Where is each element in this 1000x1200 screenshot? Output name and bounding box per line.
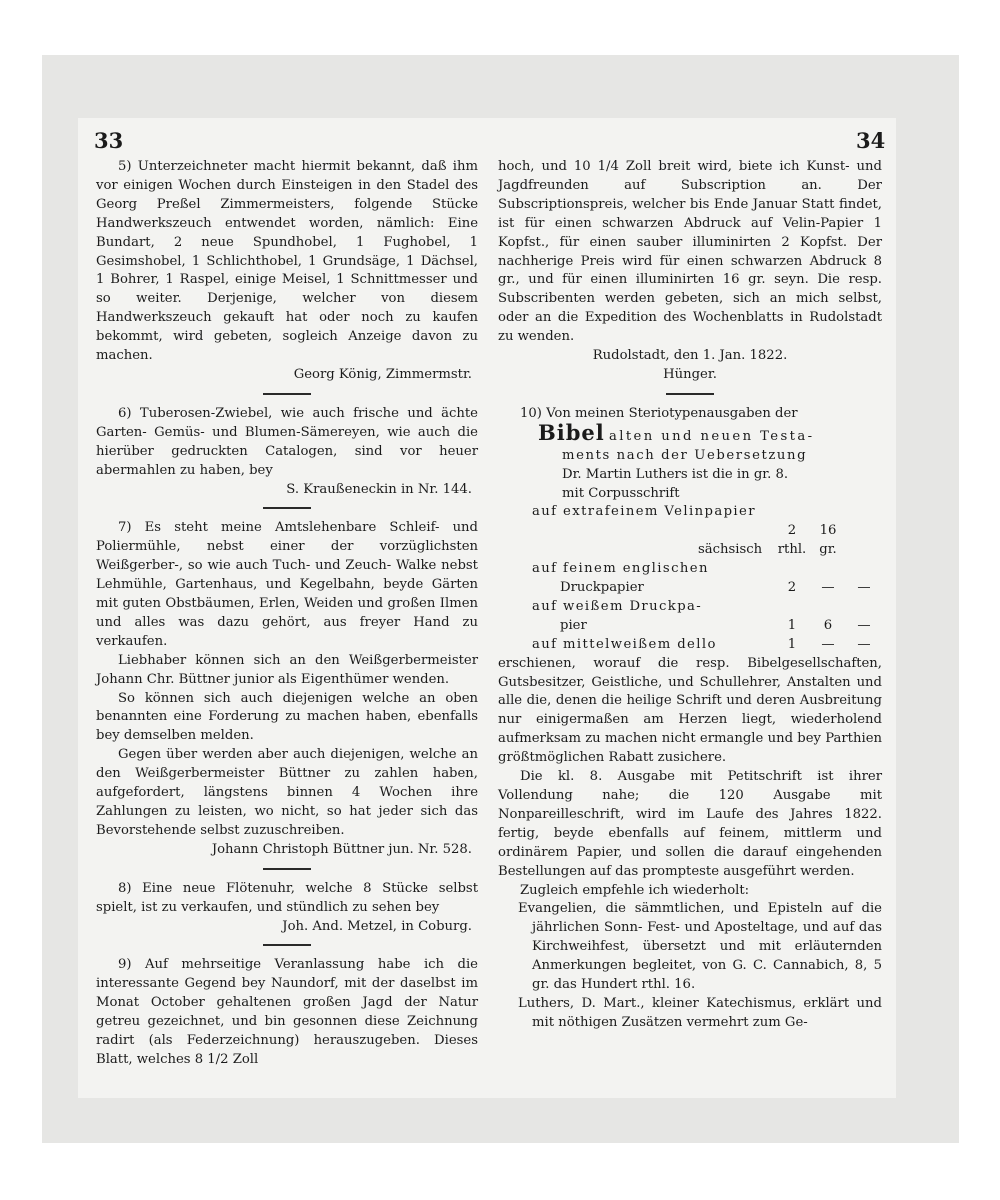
notice-10-paragraph-2: Die kl. 8. Ausgabe mit Petitschrift ist ihrer Vollendung nahe; die 120 Ausgabe mit Nonpareilleschrift, wird im Laufe des Jahres 1822. fertig, beyde ebenfalls auf feinem, mittlerm und ordinärem Papier, und sollen die darauf eingehenden Bestellungen auf das prompteste ausgeführt werden.: [498, 769, 882, 879]
price-pf: —: [857, 617, 871, 633]
price-label: auf weißem Druckpa-: [532, 598, 703, 614]
price-label: auf extrafeinem Velinpapier: [532, 504, 756, 520]
bible-title: Bibel: [538, 419, 605, 445]
separator-rule: [263, 393, 311, 395]
price-row: [498, 522, 882, 560]
separator-rule: [666, 393, 714, 395]
bible-edition: Dr. Martin Luthers ist die in gr. 8.: [562, 466, 789, 482]
notice-10-paragraph-3: Zugleich empfehle ich wiederholt:: [520, 882, 750, 898]
notice-5-signature: Georg König, Zimmermstr.: [293, 366, 472, 382]
notice-10-heading: 10) Von meinen Steriotypenausgaben der: [520, 405, 798, 421]
price-sub: Druckpapier: [560, 580, 644, 596]
price-gr: 6: [823, 617, 833, 633]
dateline: Rudolstadt, den 1. Jan. 1822.: [592, 348, 788, 364]
notice-6-signature: S. Kraußeneckin in Nr. 144.: [286, 481, 472, 497]
notice-7-signature: Johann Christoph Büttner jun. Nr. 528.: [211, 841, 472, 857]
notice-5-text: 5) Unterzeichneter macht hiermit bekannt, daß ihm vor einigen Wochen durch Einsteigen in den Stadel des Georg Preßel Zimmermeisters, folgende Stücke Handwerkszeuch entwendet worden, nämlich: Eine Bundart, 2 neue Spundhobel, 1 Fughobel, 1 Gesimshobel, 1 Schlichthobel, 1 Grundsäge, 1 Dächsel, 1 Bohrer, 1 Raspel, einige Meisel, 1 Schnittmesser und so weiter. Derjenige, welcher von diesem Handwerkszeuch gekauft hat oder noch zu kaufen bekommt, wird gebeten, sogleich Anzeige davon zu machen.: [96, 159, 478, 364]
notice-7-paragraph-3: So können sich auch diejenigen welche an oben benannten eine Forderung zu machen haben, ebenfalls bey demselben melden.: [96, 690, 478, 744]
separator-rule: [263, 868, 311, 870]
price-row: [498, 579, 882, 598]
notice-9-continuation: hoch, und 10 1/4 Zoll breit wird, biete ich Kunst- und Jagdfreunden auf Subscription an. Der Subscriptionspreis, welcher bis Ende Januar Statt findet, ist für einen schwarzen Abdruck auf Velin-Papier 1 Kopfst., für einen sauber illuminirten 2 Kopfst. Der nachherige Preis wird für einen schwarzen Abdruck 8 gr., und für einen illuminirten 16 gr. seyn. Die resp. Subscribenten werden gebeten, sich an mich selbst, oder an die Expedition des Wochenblatts in Rudolstadt zu wenden.: [498, 159, 882, 345]
page-number-right: 34: [856, 128, 886, 153]
price-row: [498, 560, 882, 579]
bible-type: mit Corpusschrift: [562, 485, 680, 501]
price-row: [498, 598, 882, 617]
price-rthl: 2: [787, 580, 797, 596]
notice-9-signature: Hünger.: [663, 366, 717, 382]
bible-title-rest: alten und neuen Testa-: [608, 428, 815, 444]
notice-10-paragraph-1: erschienen, worauf die resp. Bibelgesellschaften, Gutsbesitzer, Geistliche, und Schullehrer, Anstalten und alle die, denen die heilige Schrift und deren Ausbreitung nur einigermaßen am Herzen liegt, wiederholend aufmerksam zu machen nicht ermangle und bey Parthien größtmöglichen Rabatt zusichere.: [498, 655, 882, 766]
price-gr: 16 gr.: [819, 523, 837, 558]
price-table: [498, 503, 882, 654]
price-row: [498, 503, 882, 522]
price-rthl: 1: [787, 636, 797, 652]
price-rthl: 1: [787, 617, 797, 633]
separator-rule: [263, 507, 311, 509]
notice-7-paragraph-2: Liebhaber können sich an den Weißgerbermeister Johann Chr. Büttner junior als Eigenthümer wenden.: [96, 652, 478, 687]
price-sub: pier: [560, 617, 587, 633]
price-row: [498, 617, 882, 636]
price-label: auf feinem englischen: [532, 561, 709, 577]
left-column: [96, 158, 478, 1070]
bible-title-line: [498, 419, 882, 447]
price-rthl: 2 rthl.: [777, 523, 807, 558]
price-pf: —: [857, 636, 871, 652]
right-column: [498, 158, 882, 1033]
notice-7-text: 7) Es steht meine Amtslehenbare Schleif- und Poliermühle, nebst einer der vorzüglichsten Weißgerber-, so wie auch Tuch- und Zeuch- Walke nebst Lehmühle, Gartenhaus, und Kegelbahn, beyde Gärten mit guten Obstbäumen, Erlen, Weiden und großen Ilmen und alles was dazu gehört, aus freyer Hand zu verkaufen.: [96, 520, 478, 649]
notice-8-text: 8) Eine neue Flötenuhr, welche 8 Stücke selbst spielt, ist zu verkaufen, und stündlich zu sehen bey: [96, 880, 478, 915]
price-row: [498, 636, 882, 655]
separator-rule: [263, 944, 311, 946]
notice-8-signature: Joh. And. Metzel, in Coburg.: [282, 918, 472, 934]
recommended-item: Evangelien, die sämmtlichen, und Episteln auf die jährlichen Sonn- Fest- und Aposteltage, und auf das Kirchweihfest, übersetzt und mit erläuternden Anmerkungen begleitet, von G. C. Cannabich, 8, 5 gr. das Hundert rthl. 16.: [518, 901, 882, 993]
bible-subtitle: ments nach der Uebersetzung: [562, 447, 808, 463]
notice-7-paragraph-4: Gegen über werden aber auch diejenigen, welche an den Weißgerbermeister Büttner zu zahlen haben, aufgefordert, längstens binnen 4 Wochen ihre Zahlungen zu leisten, wo nicht, so hat jeder sich das Bevorstehende selbst zuzuschreiben.: [96, 747, 478, 838]
notice-9-text: 9) Auf mehrseitige Veranlassung habe ich die interessante Gegend bey Naundorf, mit der daselbst im Monat October gehaltenen großen Jagd der Natur getreu gezeichnet, und bin gesonnen diese Zeichnung radirt (als Federzeichnung) herauszugeben. Dieses Blatt, welches 8 1/2 Zoll: [96, 957, 478, 1067]
price-label: auf mittelweißem dello: [532, 636, 717, 652]
price-sub: sächsisch: [698, 542, 763, 558]
price-pf: —: [857, 580, 871, 596]
price-pf: [846, 522, 882, 560]
price-gr: —: [821, 636, 835, 652]
page-number-left: 33: [94, 128, 124, 153]
price-gr: —: [821, 580, 835, 596]
notice-6-text: 6) Tuberosen-Zwiebel, wie auch frische und ächte Garten- Gemüs- und Blumen-Sämereyen, wie auch die hierüber gedruckten Catalogen, sind vor heuer abermahlen zu haben, bey: [96, 405, 478, 478]
recommended-item: Luthers, D. Mart., kleiner Katechismus, erklärt und mit nöthigen Zusätzen vermehrt zum Ge-: [518, 995, 882, 1030]
